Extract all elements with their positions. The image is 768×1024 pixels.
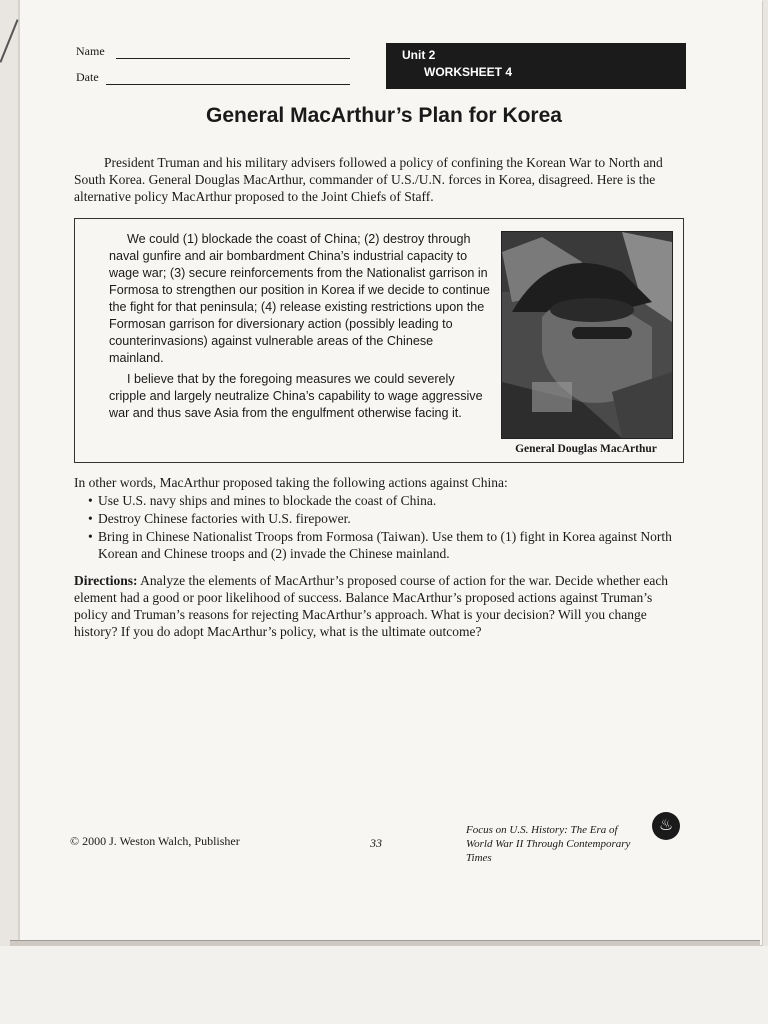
name-label: Name: [76, 44, 105, 58]
page-number: 33: [370, 836, 382, 850]
macarthur-portrait-image: [502, 232, 672, 438]
unit-label: Unit 2: [402, 48, 436, 62]
unit-worksheet-banner: [386, 43, 686, 89]
scan-mark: [0, 19, 19, 62]
photo-caption: General Douglas MacArthur: [515, 443, 657, 455]
page-title: General MacArthur’s Plan for Korea: [206, 104, 562, 127]
list-item: • Bring in Chinese Nationalist Troops from Formosa (Taiwan). Use them to (1) fight in Korea against North Korean and Chinese troops and (2) invade the Chinese mainland.: [88, 529, 672, 561]
flame-logo-icon: ♨: [652, 812, 680, 840]
intro-paragraph: President Truman and his military advisers followed a policy of confining the Korean War to North and South Korea. General Douglas MacArthur, commander of U.S./U.N. forces in Korea, disagreed. Here is the alternative policy MacArthur proposed to the Joint Chiefs of Staff.: [74, 155, 663, 204]
directions-label: Directions:: [74, 573, 138, 588]
date-line: [106, 72, 350, 85]
copyright-text: © 2000 J. Weston Walch, Publisher: [70, 834, 240, 848]
quote-paragraph-2: I believe that by the foregoing measures we could severely cripple and largely neutralize China’s capability to wage aggressive war and thus save Asia from the engulfment otherwise facing it.: [109, 372, 483, 420]
summary-intro: In other words, MacArthur proposed taking the following actions against China:: [74, 475, 508, 490]
name-line: [116, 46, 350, 59]
scan-background: [0, 946, 768, 1024]
quote-box: [74, 218, 684, 463]
directions-paragraph: [74, 572, 674, 640]
macarthur-quote: [109, 231, 491, 426]
directions-text: Analyze the elements of MacArthur’s proposed course of action for the war. Decide whether each element had a good or poor likelihood of success. Balance MacArthur’s proposed actions against Truman’s policy and Truman’s reasons for rejecting MacArthur’s approach. What is your decision? Will you change history? If you do adopt MacArthur’s policy, what is the ultimate outcome?: [74, 573, 669, 639]
date-label: Date: [76, 70, 99, 84]
action-list: [88, 492, 678, 563]
series-title: [466, 823, 652, 865]
list-item: • Destroy Chinese factories with U.S. firepower.: [88, 511, 351, 526]
macarthur-photo: [501, 231, 673, 439]
worksheet-label: WORKSHEET 4: [424, 65, 513, 79]
quote-paragraph-1: We could (1) blockade the coast of China; (2) destroy through naval gunfire and air bombardment China’s industrial capacity to wage war; (3) secure reinforcements from the Nationalist garrison in Formosa to strengthen our position in Korea if we decide to continue the fight for that peninsula; (4) release existing restrictions upon the Formosan garrison for diversionary action (possibly leading to counterinvasions) against vulnerable areas of the Chinese mainland.: [109, 232, 490, 365]
series-line-1: Focus on U.S. History: The Era of: [466, 824, 618, 836]
series-line-2: World War II Through Contemporary Times: [466, 838, 631, 864]
list-item: • Use U.S. navy ships and mines to blockade the coast of China.: [88, 493, 437, 508]
worksheet-page: [18, 0, 762, 945]
